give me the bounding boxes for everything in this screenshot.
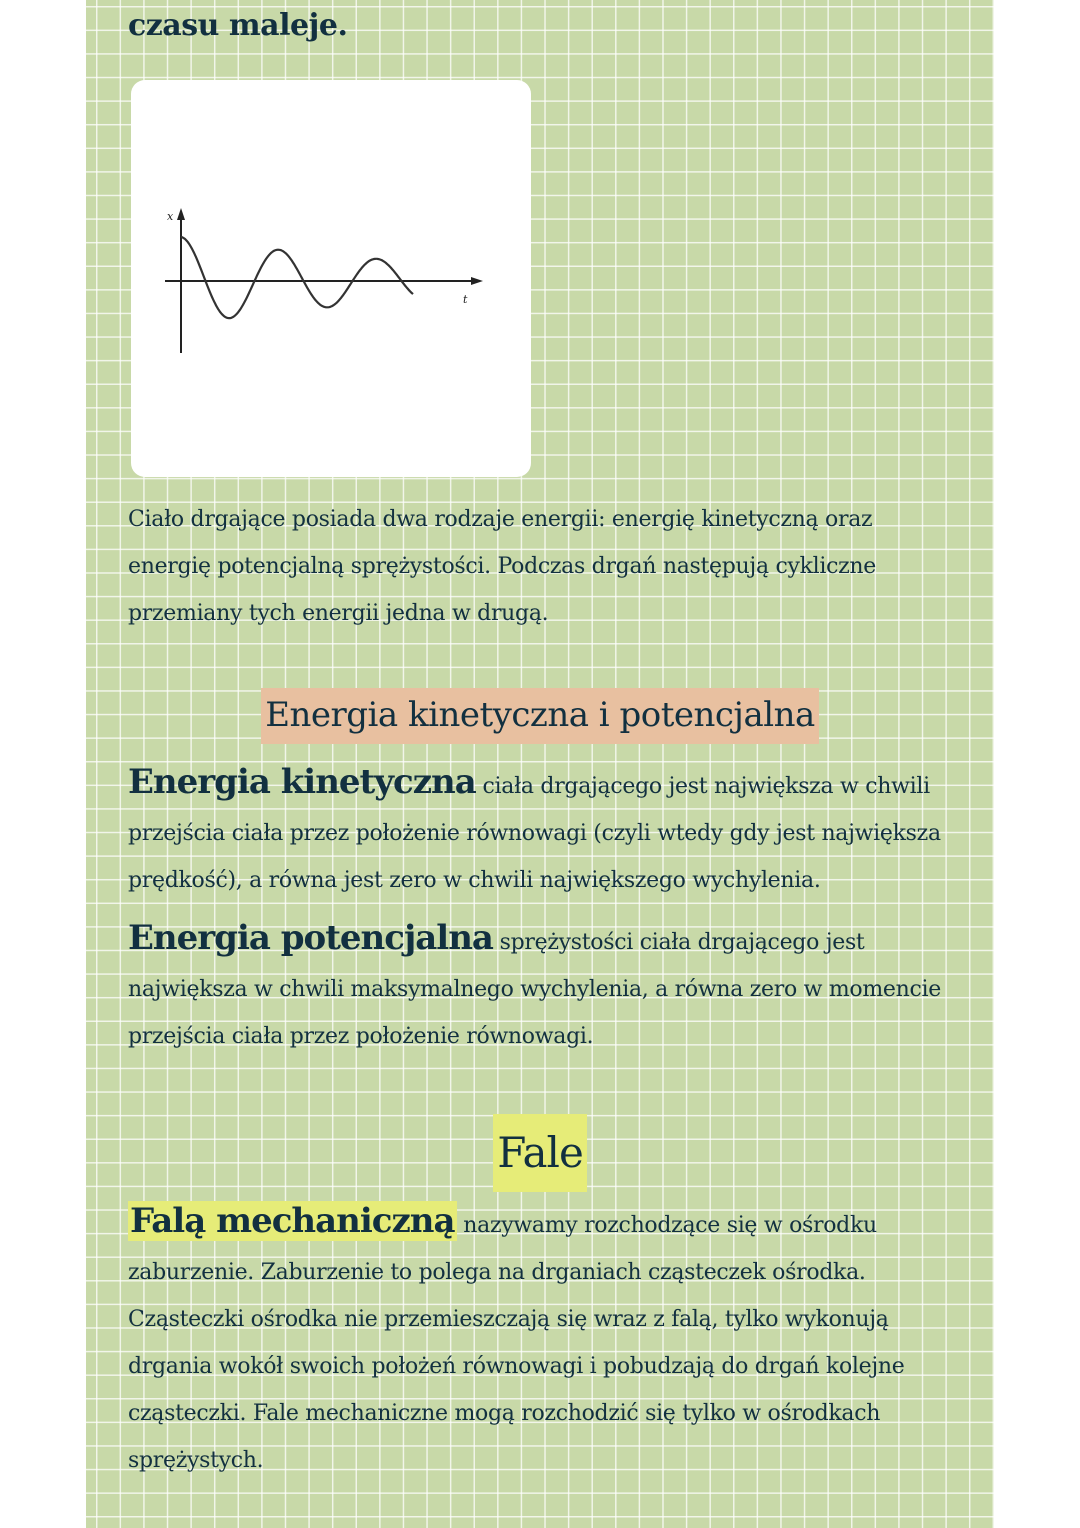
- x-axis-arrow: [471, 277, 483, 285]
- section2-heading-wrap: [86, 1114, 994, 1192]
- mechanical-wave-paragraph: [128, 1198, 958, 1484]
- mechanical-wave-text: nazywamy rozchodzące się w ośrodku zaburzenie. Zaburzenie to polega na drganiach cząsteczek ośrodka. Cząsteczki ośrodka nie przemieszczają się wraz z falą, tylko wykonują drgania wokół swoich położeń równowagi i pobudzają do drgań kolejne cząsteczki. Fale mechaniczne mogą rozchodzić się tylko w ośrodkach sprężystych.: [128, 1213, 905, 1473]
- kinetic-energy-paragraph: [128, 759, 958, 904]
- x-axis-label: t: [463, 293, 468, 306]
- mechanical-wave-term: Falą mechaniczną: [130, 1201, 455, 1241]
- potential-energy-paragraph: [128, 915, 958, 1060]
- section1-heading: Energia kinetyczna i potencjalna: [261, 688, 819, 744]
- notebook-page: [86, 0, 994, 1528]
- continued-text: czasu maleje.: [128, 8, 348, 43]
- graph-svg: [131, 80, 531, 477]
- damped-wave-curve: [181, 237, 413, 318]
- potential-energy-text: sprężystości ciała drgającego jest największa w chwili maksymalnego wychylenia, a równa zero w momencie przejścia ciała przez położenie równowagi.: [128, 930, 941, 1049]
- kinetic-energy-text: ciała drgającego jest największa w chwili przejścia ciała przez położenie równowagi (czyli wtedy gdy jest największa prędkość), a równa jest zero w chwili największego wychylenia.: [128, 774, 941, 893]
- energy-intro-paragraph: Ciało drgające posiada dwa rodzaje energii: energię kinetyczną oraz energię potencjalną sprężystości. Podczas drgań następują cykliczne przemiany tych energii jedna w drugą.: [128, 507, 877, 626]
- section2-heading: Fale: [493, 1114, 587, 1192]
- section1-heading-wrap: [86, 688, 994, 744]
- potential-energy-term: Energia potencjalna: [128, 918, 493, 958]
- y-axis-label: x: [167, 210, 174, 223]
- kinetic-energy-term: Energia kinetyczna: [128, 762, 476, 802]
- y-axis-arrow: [177, 208, 185, 220]
- damped-oscillation-graph: [131, 80, 531, 477]
